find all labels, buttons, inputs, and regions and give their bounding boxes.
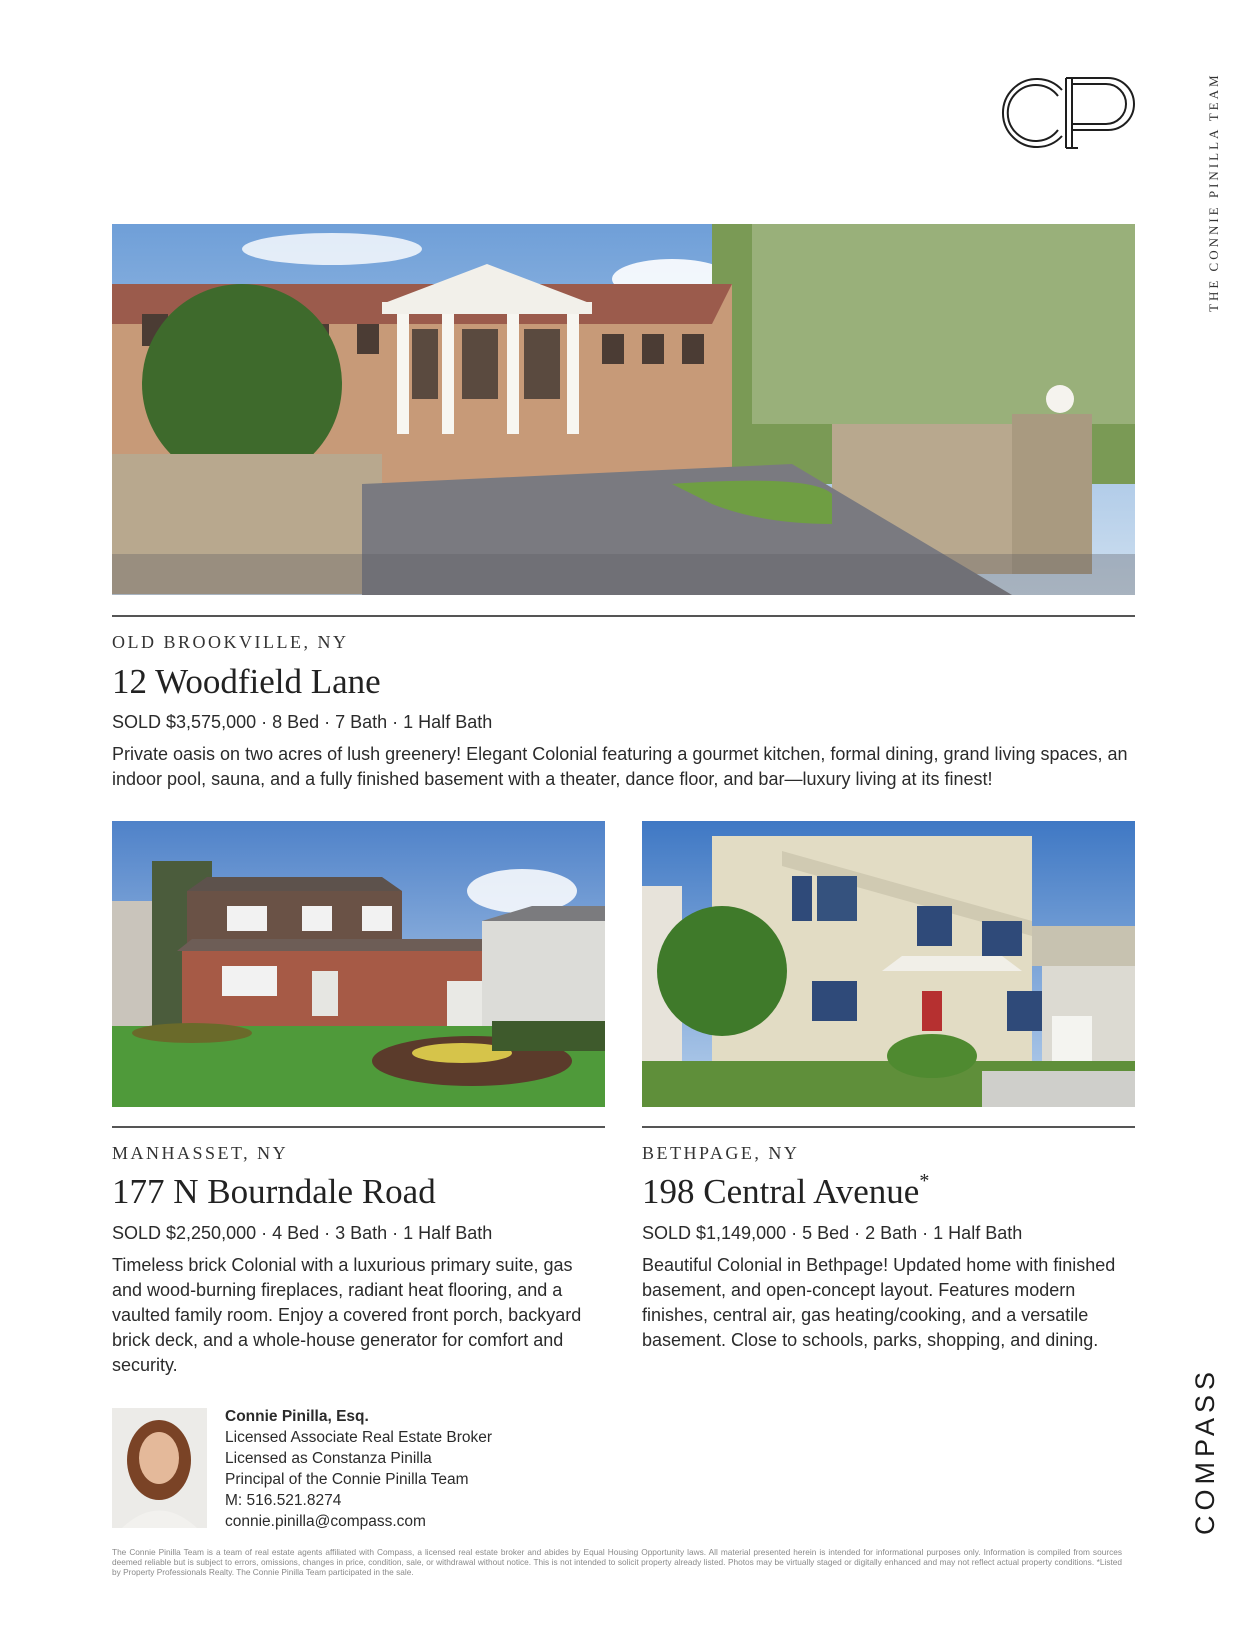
listing-right-stats: SOLD $1,149,000 · 5 Bed · 2 Bath · 1 Half Bath [642,1223,1023,1243]
agent-name: Connie Pinilla, Esq. [225,1408,369,1425]
listing-right-divider [642,1126,1135,1128]
featured-address: 12 Woodfield Lane [112,662,381,701]
agent-role: Principal of the Connie Pinilla Team [225,1471,469,1488]
agent-licensed-as: Licensed as Constanza Pinilla [225,1450,432,1467]
agent-title: Licensed Associate Real Estate Broker [225,1429,493,1446]
agent-headshot [112,1408,207,1528]
team-vertical-label: THE CONNIE PINILLA TEAM [1206,72,1221,312]
listing-right-address-line [642,1172,929,1212]
compass-brand-label: COMPASS [1190,1366,1220,1535]
featured-property-photo [112,224,1135,595]
featured-city: OLD BROOKVILLE, NY [112,632,349,652]
legal-disclaimer: The Connie Pinilla Team is a team of real estate agents affiliated with Compass, a licensed real estate broker and abides by Equal Housing Opportunity laws. All material presented herein is intended for informational purposes only. Information is compiled from sources deemed reliable but is subject to errors, omissions, changes in price, condition, sale, or withdrawal without notice. This is not intended to solicit property already listed. Photos may be virtually staged or digitally enhanced and may not reflect actual property conditions. *Listed by Property Professionals Realty. The Connie Pinilla Team participated in the sale. [112,1547,1122,1577]
team-logo [1000,72,1150,152]
listing-left-stats: SOLD $2,250,000 · 4 Bed · 3 Bath · 1 Half Bath [112,1223,493,1243]
featured-stats: SOLD $3,575,000 · 8 Bed · 7 Bath · 1 Half Bath [112,712,493,732]
featured-divider [112,615,1135,617]
listing-right-city: BETHPAGE, NY [642,1143,800,1163]
featured-description: Private oasis on two acres of lush greenery! Elegant Colonial featuring a gourmet kitchen, formal dining, grand living spaces, an indoor pool, sauna, and a fully finished basement with a theater, dance floor, and bar—luxury living at its finest! [112,744,1128,789]
listing-left-divider [112,1126,605,1128]
agent-mobile: M: 516.521.8274 [225,1492,342,1509]
listing-left-photo [112,821,605,1107]
listing-left-description: Timeless brick Colonial with a luxurious primary suite, gas and wood-burning fireplaces, radiant heat flooring, and a vaulted family room. Enjoy a covered front porch, backyard brick deck, and a whole-house generator for comfort and security. [112,1255,582,1375]
listing-right-address: 198 Central Avenue [642,1172,920,1211]
agent-contact [225,1406,492,1532]
listing-left-city: MANHASSET, NY [112,1143,289,1163]
listing-left-address: 177 N Bourndale Road [112,1172,436,1211]
cp-monogram-icon [1000,72,1150,152]
listing-right-photo [642,821,1135,1107]
agent-email[interactable]: connie.pinilla@compass.com [225,1513,426,1530]
listing-right-description: Beautiful Colonial in Bethpage! Updated home with finished basement, and open-concept layout. Features modern finishes, central air, gas heating/cooking, and a versatile basement. Close to schools, parks, shopping, and dining. [642,1255,1116,1350]
listing-right-address-mark: * [919,1170,930,1192]
